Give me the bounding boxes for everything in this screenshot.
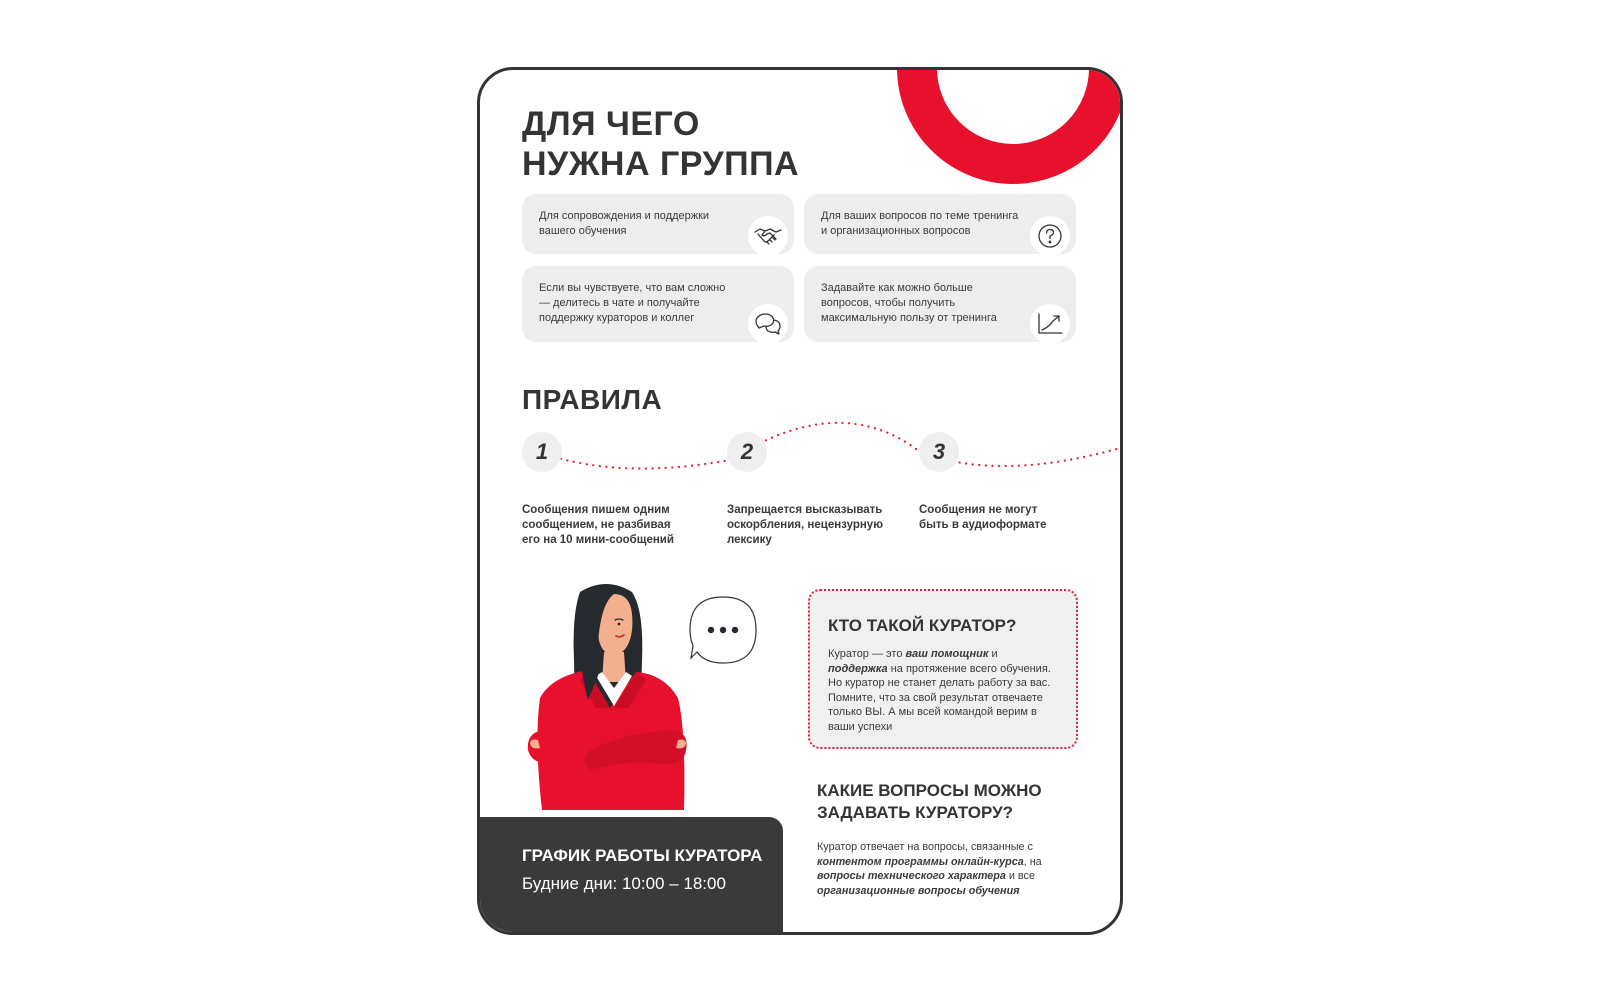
rule-text: Сообщения пишем одним сообщением, не разбивая его на 10 мини-сообщений [522, 504, 674, 546]
feature-card-chat [522, 266, 794, 342]
page-title-line-2: НУЖНА ГРУППА [522, 145, 800, 183]
speech-bubble-icon [687, 594, 759, 666]
page-title [522, 104, 799, 184]
feature-text: Для сопровождения и поддержки вашего обучения [539, 210, 710, 237]
curator-text: Куратор — это ваш помощник и поддержка на протяжение всего обучения. Но куратор не станет делать работу за вас. Помните, что за свой результат отвечаете только ВЫ. А мы всей командой верим в ваши успехи [828, 648, 1051, 733]
rule-number: 1 [522, 432, 562, 472]
feature-text: Если вы чувствуете, что вам сложно — делитесь в чате и получайте поддержку кураторов и коллег [539, 282, 726, 324]
rule-number: 2 [727, 432, 767, 472]
feature-card-questions [804, 194, 1076, 254]
questions-section [817, 780, 1079, 898]
feature-text: Задавайте как можно больше вопросов, чтобы получить максимальную пользу от тренинга [821, 282, 997, 324]
question-icon [1030, 216, 1070, 256]
handshake-icon [748, 216, 788, 256]
rules-title: ПРАВИЛА [522, 384, 663, 415]
chat-icon [748, 304, 788, 344]
questions-title: КАКИЕ ВОПРОСЫ МОЖНО ЗАДАВАТЬ КУРАТОРУ? [817, 781, 1042, 822]
curator-info-box [808, 589, 1078, 749]
rule-text: Сообщения не могут быть в аудиоформате [919, 504, 1047, 531]
rule-number: 3 [919, 432, 959, 472]
growth-chart-icon [1030, 304, 1070, 344]
decorative-ring [893, 67, 1123, 188]
feature-card-support [522, 194, 794, 254]
dotted-path [480, 410, 1123, 490]
schedule-title: ГРАФИК РАБОТЫ КУРАТОРА [522, 846, 763, 865]
rule-text: Запрещается высказывать оскорбления, нецензурную лексику [727, 504, 884, 546]
page-title-line-1: ДЛЯ ЧЕГО [522, 105, 700, 143]
feature-text: Для ваших вопросов по теме тренинга и организационных вопросов [821, 210, 1019, 237]
questions-text: Куратор отвечает на вопросы, связанные с контентом программы онлайн-курса, на вопросы технического характера и все организационные вопросы обучения [817, 841, 1042, 897]
infographic-card [477, 67, 1123, 935]
curator-illustration [518, 580, 698, 820]
curator-title: КТО ТАКОЙ КУРАТОР? [828, 616, 1017, 635]
schedule-panel [477, 817, 783, 935]
schedule-hours: Будние дни: 10:00 – 18:00 [522, 874, 726, 893]
feature-card-growth [804, 266, 1076, 342]
